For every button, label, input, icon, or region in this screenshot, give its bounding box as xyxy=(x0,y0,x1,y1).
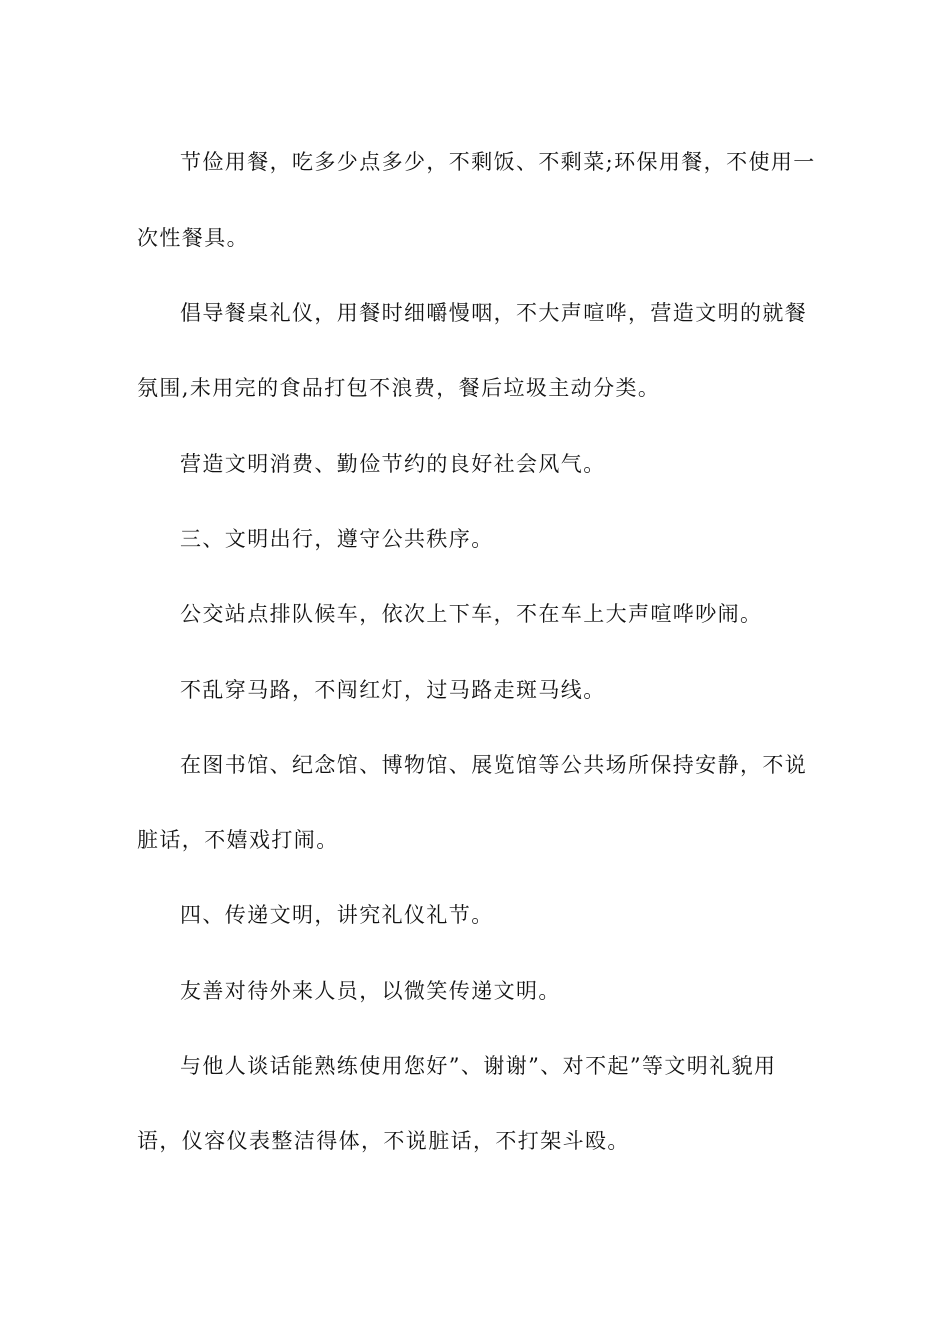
section-heading: 三、文明出行，遵守公共秩序。 xyxy=(180,527,494,551)
paragraph-line: 脏话，不嬉戏打闹。 xyxy=(137,828,339,852)
paragraph-line: 不乱穿马路，不闯红灯，过马路走斑马线。 xyxy=(180,678,606,702)
paragraph-line: 语，仪容仪表整洁得体，不说脏话，不打架斗殴。 xyxy=(137,1129,630,1153)
paragraph-line: 倡导餐桌礼仪，用餐时细嚼慢咽，不大声喧哗，营造文明的就餐 xyxy=(180,301,808,325)
paragraph-line: 节俭用餐，吃多少点多少，不剩饭、不剩菜;环保用餐，不使用一 xyxy=(180,150,816,174)
section-heading: 四、传递文明，讲究礼仪礼节。 xyxy=(180,903,494,927)
paragraph-line: 氛围,未用完的食品打包不浪费，餐后垃圾主动分类。 xyxy=(137,376,661,400)
paragraph-line: 友善对待外来人员，以微笑传递文明。 xyxy=(180,979,561,1003)
paragraph-line: 在图书馆、纪念馆、博物馆、展览馆等公共场所保持安静，不说 xyxy=(180,753,808,777)
paragraph-line: 营造文明消费、勤俭节约的良好社会风气。 xyxy=(180,452,606,476)
paragraph-line: 次性餐具。 xyxy=(137,226,249,250)
paragraph-line: 与他人谈话能熟练使用您好”、谢谢”、对不起”等文明礼貌用 xyxy=(180,1054,777,1078)
paragraph-line: 公交站点排队候车，依次上下车，不在车上大声喧哗吵闹。 xyxy=(180,602,763,626)
